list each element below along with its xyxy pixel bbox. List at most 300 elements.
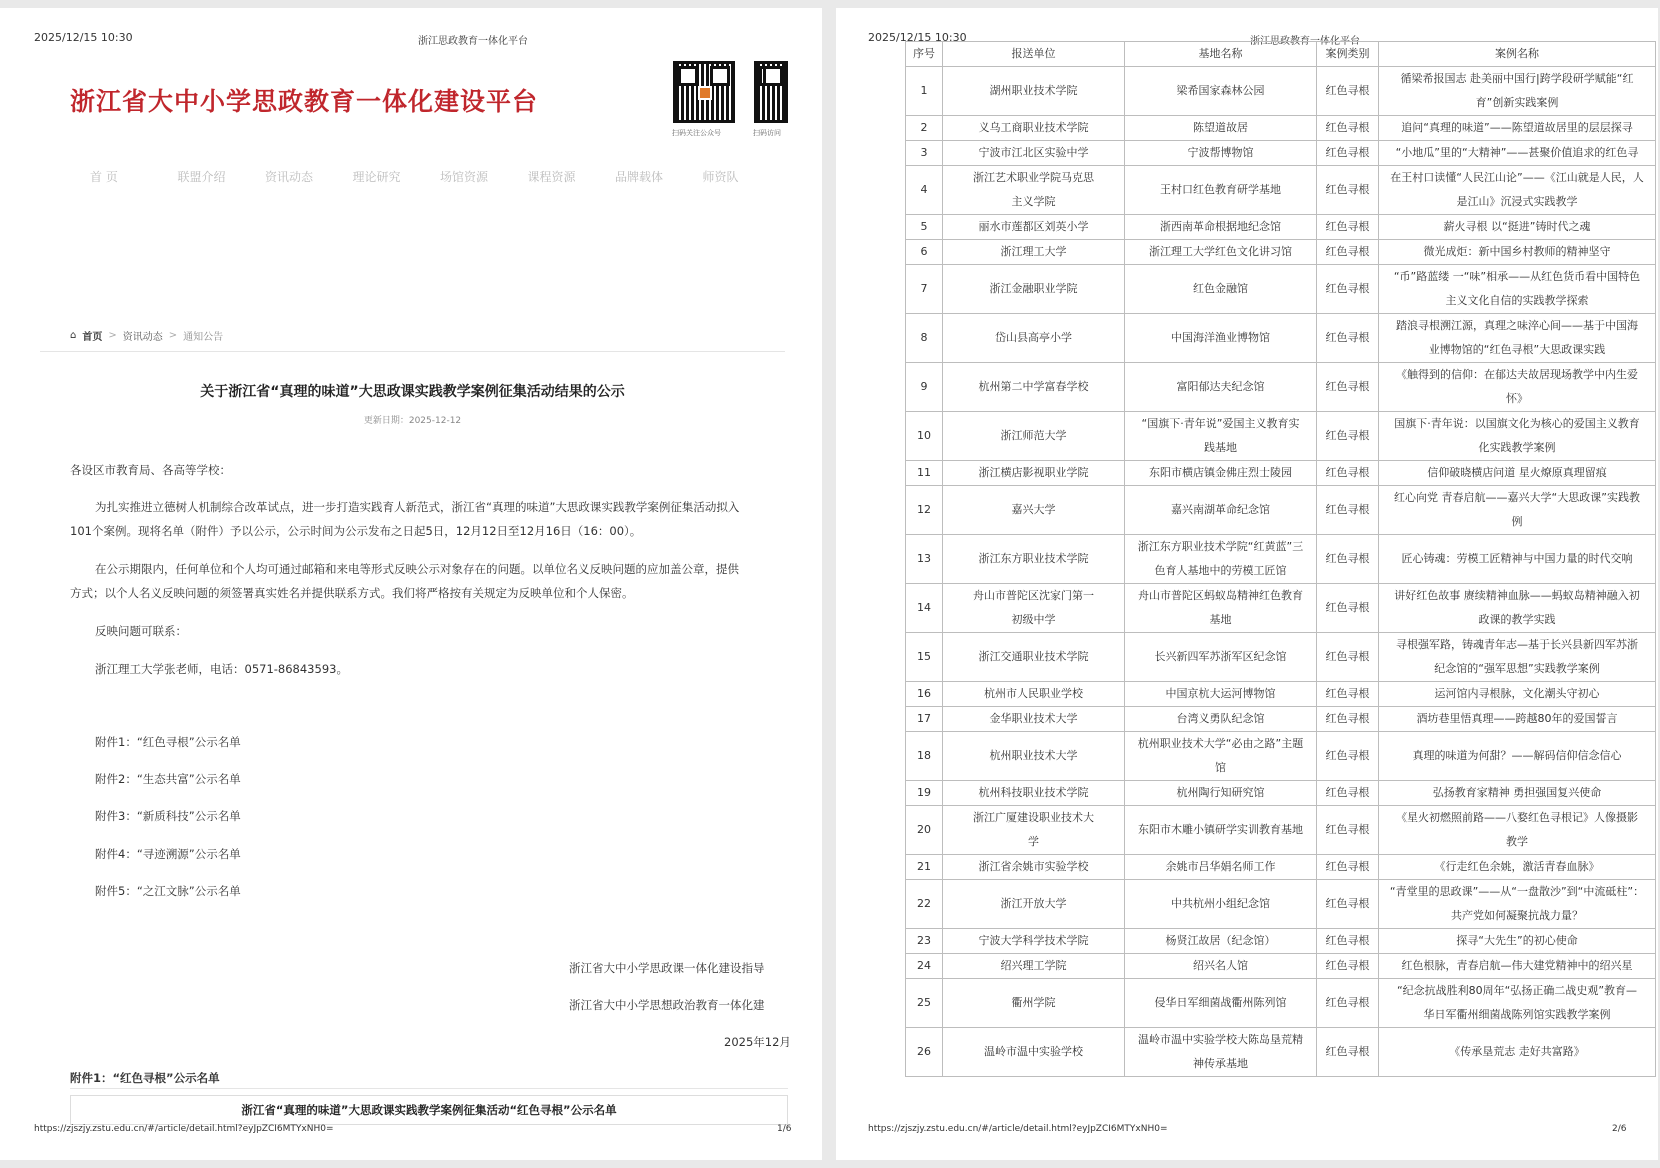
cell-category-text: 红色寻根 [1325,331,1370,344]
nav-item-venues[interactable]: 场馆资源 [440,170,489,184]
cell-unit-text: 浙江师范大学 [1000,429,1067,442]
cell-category-text: 红色寻根 [1325,687,1370,700]
cell-category [1317,265,1379,314]
cell-base-text: 浙西南革命根据地纪念馆 [1160,220,1281,233]
cell-unit [943,363,1125,412]
cell-case-name-text-line-2: 共产党如何凝聚抗战力量？ [1451,909,1583,922]
cell-case-name-text: 国旗下·青年说：以国旗文化为核心的爱国主义教育 [1394,417,1640,430]
cell-unit-text: 宁波市江北区实验中学 [978,146,1089,159]
cell-no-text: 12 [917,503,931,516]
cell-case-name-text-line-2: 华日军衢州细菌战陈列馆实践教学案例 [1423,1008,1611,1021]
cell-case-name-text: “纪念抗战胜利80周年“弘扬正确二战史观”教育— [1396,984,1638,997]
cell-case-name [1379,363,1656,412]
print-footer-url: https://zjszjy.zstu.edu.cn/#/article/detail.html?eyJpZCI6MTYxNH0= [34,1124,334,1134]
table-row [906,67,1656,116]
table-row [906,535,1656,584]
cell-unit-text: 温岭市温中实验学校 [984,1045,1083,1058]
cell-unit-text: 宁波大学科学技术学院 [978,934,1089,947]
table-row [906,929,1656,954]
cell-no [906,166,943,215]
cell-case-name [1379,461,1656,486]
cell-case-name [1379,806,1656,855]
cell-unit [943,979,1125,1028]
cell-unit-text: 金华职业技术大学 [989,712,1078,725]
cell-base [1125,954,1317,979]
cell-base [1125,880,1317,929]
cell-case-name-text: 《传承垦荒志 走好共富路》 [1449,1045,1585,1058]
cell-case-name-text-line-2: 主义文化自信的实践教学探索 [1445,294,1589,307]
cell-case-name-text: 运河馆内寻根脉，文化潮头守初心 [1434,687,1600,700]
cell-no-text: 23 [917,934,931,947]
cell-unit [943,166,1125,215]
cell-case-name [1379,880,1656,929]
cell-unit-text: 浙江广厦建设职业技术大 [973,811,1094,824]
column-header-no: 序号 [906,42,943,67]
table-row [906,116,1656,141]
cell-base-text: 梁希国家森林公园 [1176,84,1265,97]
cell-base [1125,461,1317,486]
cell-unit [943,265,1125,314]
cell-no [906,979,943,1028]
cell-case-name-text: 循梁希报国志 赴美丽中国行|跨学段研学赋能“红 [1400,72,1634,85]
print-footer-page: 2/6 [1612,1124,1627,1134]
table-row [906,855,1656,880]
cell-base-text: 舟山市普陀区蚂蚁岛精神红色教育 [1138,589,1303,602]
cell-no-text: 16 [917,687,931,700]
cell-base [1125,535,1317,584]
cell-base-text: 温岭市温中实验学校大陈岛垦荒精 [1138,1033,1303,1046]
cell-category-text: 红色寻根 [1325,823,1370,836]
cell-unit [943,707,1125,732]
article-update-date: 更新日期：2025-12-12 [363,416,462,426]
paragraph-1-line-1: 为扎实推进立德树人机制综合改革试点，进一步打造实践育人新范式，浙江省“真理的味道”大思政课实践教学案例征集活动拟入 [95,500,740,514]
cell-case-name-text: 薪火寻根 以“挺进”铸时代之魂 [1443,220,1591,233]
cell-no-text: 8 [920,331,928,344]
cell-case-name [1379,412,1656,461]
cell-case-name [1379,486,1656,535]
nav-item-home[interactable]: 首 页 [90,170,118,184]
cell-case-name-text: 信仰破晓横店问道 星火燎原真理留痕 [1427,466,1607,479]
table-row [906,633,1656,682]
cell-unit-text: 浙江省余姚市实验学校 [978,860,1089,873]
cell-unit [943,929,1125,954]
cell-category [1317,732,1379,781]
cell-base [1125,781,1317,806]
cell-base-text: 宁波帮博物馆 [1187,146,1254,159]
signature-1: 浙江省大中小学思政课一体化建设指导 [569,961,765,975]
table-row [906,141,1656,166]
table-row [906,979,1656,1028]
cell-case-name-text: “小地瓜”里的“大精神”——甚聚价值追求的红色寻 [1395,146,1639,159]
cell-unit [943,682,1125,707]
cell-base-text: 浙江理工大学红色文化讲习馆 [1149,245,1292,258]
cell-unit [943,412,1125,461]
cell-no-text: 3 [920,146,928,159]
cell-case-name [1379,1028,1656,1077]
print-header-title: 浙江思政教育一体化平台 [418,36,528,47]
qr-caption-2: 扫码访问 [753,129,781,137]
cell-base-text: 王村口红色教育研学基地 [1160,183,1281,196]
breadcrumb-current: 通知公告 [183,332,224,343]
cell-unit [943,67,1125,116]
cell-no-text: 21 [917,860,931,873]
nav-item-news[interactable]: 资讯动态 [265,170,314,184]
cell-category [1317,535,1379,584]
cell-base [1125,682,1317,707]
case-list-table [905,41,1656,1077]
cell-unit [943,116,1125,141]
site-title[interactable]: 浙江省大中小学思政教育一体化建设平台 [70,87,539,116]
print-header-datetime: 2025/12/15 10:30 [34,31,133,44]
cell-category [1317,215,1379,240]
cell-no-text: 25 [917,996,931,1009]
cell-category-text: 红色寻根 [1325,466,1370,479]
cell-no-text: 19 [917,786,931,799]
cell-no-text: 2 [920,121,928,134]
cell-no-text: 26 [917,1045,931,1058]
cell-case-name [1379,781,1656,806]
cell-base-text-line-2: 基地 [1209,613,1232,626]
cell-case-name-text-line-2: 政课的教学实践 [1478,613,1556,626]
cell-base [1125,141,1317,166]
cell-category [1317,855,1379,880]
cell-case-name-text-line-2: 例 [1511,515,1523,528]
cell-base-text: 台湾义勇队纪念馆 [1176,712,1265,725]
cell-base-text: 嘉兴南湖革命纪念馆 [1171,503,1270,516]
cell-no [906,535,943,584]
cell-unit-text: 杭州第二中学富春学校 [978,380,1089,393]
cell-category-text: 红色寻根 [1325,712,1370,725]
table-row [906,707,1656,732]
cell-category-text: 红色寻根 [1325,380,1370,393]
cell-unit [943,314,1125,363]
cell-no-text: 14 [917,601,931,614]
cell-case-name-text: 匠心铸魂：劳模工匠精神与中国力量的时代交响 [1401,552,1633,565]
qr-code-icon [754,61,788,123]
signature-date: 2025年12月 [724,1035,791,1049]
cell-category [1317,682,1379,707]
table-row [906,682,1656,707]
cell-base-text: 东阳市木雕小镇研学实训教育基地 [1138,823,1303,836]
cell-case-name-text: 微光成炬：新中国乡村教师的精神坚守 [1423,245,1611,258]
cell-unit-text: 嘉兴大学 [1011,503,1056,516]
cell-case-name-text: 探寻“大先生”的初心使命 [1456,934,1578,947]
cell-category [1317,954,1379,979]
cell-base [1125,240,1317,265]
cell-no-text: 4 [920,183,928,196]
cell-category-text: 红色寻根 [1325,601,1370,614]
cell-unit [943,141,1125,166]
cell-no [906,363,943,412]
cell-unit [943,584,1125,633]
cell-no [906,265,943,314]
cell-category [1317,166,1379,215]
cell-base [1125,363,1317,412]
table-row [906,412,1656,461]
main-nav [90,168,790,185]
cell-base-text: 侵华日军细菌战衢州陈列馆 [1154,996,1287,1009]
cell-category [1317,806,1379,855]
attachment-link-1[interactable]: 附件1：“红色寻根”公示名单 [95,735,241,749]
cell-base-text: 东阳市横店镇金佛庄烈士陵园 [1149,466,1292,479]
cell-unit-text: 杭州科技职业技术学院 [978,786,1089,799]
cell-unit [943,954,1125,979]
cell-base-text: 浙江东方职业技术学院“红黄蓝”三 [1137,540,1304,553]
cell-no-text: 10 [917,429,931,442]
cell-unit [943,486,1125,535]
breadcrumb-separator: > [168,330,178,341]
table-row [906,166,1656,215]
cell-base [1125,979,1317,1028]
cell-case-name [1379,141,1656,166]
cell-case-name [1379,929,1656,954]
cell-case-name [1379,67,1656,116]
cell-case-name-text: 酒坊巷里悟真理——跨越80年的爱国誓言 [1416,712,1618,725]
cell-base [1125,929,1317,954]
breadcrumb-news[interactable]: 资讯动态 [122,332,163,343]
table-row [906,584,1656,633]
print-header-datetime: 2025/12/15 10:30 [868,31,967,44]
cell-case-name-text-line-2: 怀》 [1506,392,1528,405]
cell-category [1317,979,1379,1028]
cell-no-text: 24 [917,959,931,972]
cell-category [1317,781,1379,806]
cell-base [1125,732,1317,781]
cell-case-name-text-line-2: 是江山》沉浸式实践教学 [1456,195,1578,208]
cell-case-name-text-line-2: 育”创新实践案例 [1475,96,1559,109]
paragraph-2-line-2: 方式；以个人名义反映问题的须签署真实姓名并提供联系方式。我们将严格按有关规定为反映单位和个人保密。 [70,586,634,600]
cell-category-text: 红色寻根 [1325,282,1370,295]
cell-no [906,1028,943,1077]
nav-item-theory[interactable]: 理论研究 [352,170,401,184]
attachment-link-5[interactable]: 附件5：“之江文脉”公示名单 [95,884,241,898]
cell-case-name [1379,732,1656,781]
cell-category [1317,363,1379,412]
cell-category [1317,1028,1379,1077]
cell-case-name-text-line-2: 业博物馆的“红色寻根”大思政课实践 [1428,343,1606,356]
cell-base [1125,633,1317,682]
cell-case-name-text: 在王村口读懂“人民江山论”——《江山就是人民，人 [1390,171,1644,184]
cell-case-name-text: 弘扬教育家精神 勇担强国复兴使命 [1432,786,1602,799]
cell-case-name-text: 真理的味道为何甜？——解码信仰信念信心 [1412,749,1622,762]
cell-case-name-text: 红色根脉，青春启航—伟大建党精神中的绍兴星 [1401,959,1633,972]
cell-unit-text: 杭州职业技术大学 [989,749,1078,762]
cell-base-text-line-2: 馆 [1215,761,1226,774]
cell-case-name [1379,584,1656,633]
paragraph-1-line-2: 101个案例。现将名单（附件）予以公示，公示时间为公示发布之日起5日，12月12日至12月16日（16：00）。 [70,524,642,538]
cell-base [1125,1028,1317,1077]
cell-unit-text: 浙江横店影视职业学院 [978,466,1089,479]
cell-no [906,707,943,732]
cell-category-text: 红色寻根 [1325,220,1370,233]
cell-base [1125,486,1317,535]
column-header-category: 案例类别 [1317,42,1379,67]
cell-base-text: “国旗下·青年说”爱国主义教育实 [1141,417,1300,430]
print-footer-url: https://zjszjy.zstu.edu.cn/#/article/detail.html?eyJpZCI6MTYxNH0= [868,1124,1168,1134]
cell-no [906,954,943,979]
table-row [906,806,1656,855]
cell-category-text: 红色寻根 [1325,429,1370,442]
cell-category [1317,141,1379,166]
cell-unit-text-line-2: 主义学院 [1011,195,1056,208]
cell-no [906,880,943,929]
cell-unit-text: 浙江艺术职业学院马克思 [973,171,1094,184]
attachment-table-title: 浙江省“真理的味道”大思政课实践教学案例征集活动“红色寻根”公示名单 [70,1095,788,1125]
cell-unit-text: 浙江交通职业技术学院 [978,650,1089,663]
cell-base-text: 陈望道故居 [1193,121,1248,134]
cell-category [1317,314,1379,363]
cell-unit [943,880,1125,929]
cell-case-name [1379,166,1656,215]
cell-unit-text: 浙江开放大学 [1000,897,1067,910]
cell-no-text: 15 [917,650,931,663]
table-row [906,314,1656,363]
cell-unit-text-line-2: 学 [1028,835,1039,848]
print-footer-page: 1/6 [777,1124,792,1134]
cell-case-name [1379,682,1656,707]
cell-unit [943,732,1125,781]
cell-unit [943,461,1125,486]
cell-base-text: 红色金融馆 [1193,282,1248,295]
cell-category-text: 红色寻根 [1325,503,1370,516]
cell-no [906,461,943,486]
cell-case-name-text-line-2: 教学 [1506,835,1528,848]
cell-base [1125,67,1317,116]
cell-unit [943,215,1125,240]
cell-unit-text: 丽水市莲都区刘英小学 [978,220,1089,233]
nav-item-courses[interactable]: 课程资源 [527,170,576,184]
cell-no [906,633,943,682]
table-body [906,67,1656,1077]
cell-no [906,682,943,707]
cell-no-text: 1 [920,84,928,97]
cell-base-text-line-2: 色育人基地中的劳模工匠馆 [1154,564,1287,577]
cell-no-text: 9 [920,380,928,393]
cell-no-text: 18 [917,749,931,762]
breadcrumb-separator: > [108,330,117,341]
divider [70,1088,788,1089]
cell-no-text: 13 [917,552,931,565]
cell-case-name-text: 讲好红色故事 赓续精神血脉——蚂蚁岛精神融入初 [1394,589,1640,602]
breadcrumb-home[interactable]: 首页 [82,332,103,343]
cell-base-text-line-2: 神传承基地 [1193,1057,1248,1070]
cell-unit-text: 舟山市普陀区沈家门第一 [973,589,1094,602]
cell-case-name-text: 红心向党 青春启航——嘉兴大学“大思政课”实践教 [1394,491,1640,504]
cell-category-text: 红色寻根 [1325,84,1370,97]
cell-no-text: 6 [920,245,928,258]
cell-case-name-text: 寻根强军路，铸魂青年志—基于长兴县新四军苏浙 [1396,638,1638,651]
cell-no [906,732,943,781]
salutation: 各设区市教育局、各高等学校： [70,463,231,477]
cell-category-text: 红色寻根 [1325,650,1370,663]
cell-case-name-text-line-2: 化实践教学案例 [1478,441,1556,454]
signature-2: 浙江省大中小学思想政治教育一体化建 [569,998,765,1012]
cell-base [1125,116,1317,141]
cell-unit-text-line-2: 初级中学 [1011,613,1056,626]
cell-unit-text: 衢州学院 [1011,996,1056,1009]
print-page-1 [0,8,822,1160]
attachment-link-3[interactable]: 附件3：“新质科技”公示名单 [95,809,241,823]
cell-no [906,781,943,806]
cell-unit [943,535,1125,584]
column-header-unit: 报送单位 [943,42,1125,67]
cell-unit-text: 绍兴理工学院 [1000,959,1067,972]
paragraph-2-line-1: 在公示期限内，任何单位和个人均可通过邮箱和来电等形式反映公示对象存在的问题。以单位名义反映问题的应加盖公章，提供 [95,562,739,576]
cell-base-text: 中共杭州小组纪念馆 [1171,897,1270,910]
cell-unit [943,633,1125,682]
print-page-2 [836,8,1658,1160]
cell-no-text: 7 [920,282,928,295]
cell-case-name-text: 踏浪寻根溯江源，真理之味淬心间——基于中国海 [1396,319,1638,332]
cell-category-text: 红色寻根 [1325,245,1370,258]
column-header-case-name: 案例名称 [1379,42,1656,67]
cell-case-name [1379,855,1656,880]
cell-no [906,412,943,461]
divider [40,351,785,352]
contact-label: 反映问题可联系： [95,624,187,638]
cell-category [1317,412,1379,461]
cell-no [906,67,943,116]
table-header-row [906,42,1656,67]
cell-category-text: 红色寻根 [1325,860,1370,873]
cell-unit-text: 浙江东方职业技术学院 [978,552,1089,565]
breadcrumb [70,328,223,343]
cell-no [906,116,943,141]
cell-base [1125,806,1317,855]
cell-unit [943,855,1125,880]
cell-unit-text: 浙江金融职业学院 [989,282,1078,295]
cell-category [1317,116,1379,141]
cell-base-text: 杨贤江故居（纪念馆） [1165,934,1276,947]
column-header-base: 基地名称 [1125,42,1317,67]
cell-category [1317,633,1379,682]
attachment-link-4[interactable]: 附件4：“寻迹溯源”公示名单 [95,847,241,861]
cell-base-text: 长兴新四军苏浙军区纪念馆 [1154,650,1287,663]
cell-case-name [1379,314,1656,363]
cell-category-text: 红色寻根 [1325,959,1370,972]
nav-item-about[interactable]: 联盟介绍 [177,170,226,184]
attachment-link-2[interactable]: 附件2：“生态共富”公示名单 [95,772,241,786]
table-row [906,880,1656,929]
cell-category-text: 红色寻根 [1325,749,1370,762]
cell-no-text: 5 [920,220,928,233]
nav-item-brands[interactable]: 品牌载体 [615,170,664,184]
cell-base [1125,265,1317,314]
table-row [906,781,1656,806]
cell-no-text: 20 [917,823,931,836]
home-icon[interactable]: ⌂ [70,330,77,341]
cell-no-text: 11 [917,466,931,479]
table-row [906,1028,1656,1077]
cell-category [1317,880,1379,929]
cell-unit [943,806,1125,855]
cell-unit-text: 浙江理工大学 [1000,245,1067,258]
cell-no [906,855,943,880]
cell-unit-text: 岱山县高亭小学 [995,331,1072,344]
cell-base [1125,215,1317,240]
cell-base [1125,314,1317,363]
cell-no-text: 17 [917,712,931,725]
cell-category-text: 红色寻根 [1325,1045,1370,1058]
cell-category-text: 红色寻根 [1325,552,1370,565]
cell-base-text: 富阳郁达夫纪念馆 [1176,380,1265,393]
cell-unit [943,781,1125,806]
cell-no [906,584,943,633]
nav-item-teachers[interactable]: 师资队 [702,170,739,184]
cell-no [906,215,943,240]
contact-line: 浙江理工大学张老师，电话：0571-86843593。 [95,662,348,676]
cell-case-name-text: “币”路蓝缕 一“味”相承——从红色货币看中国特色 [1393,270,1641,283]
